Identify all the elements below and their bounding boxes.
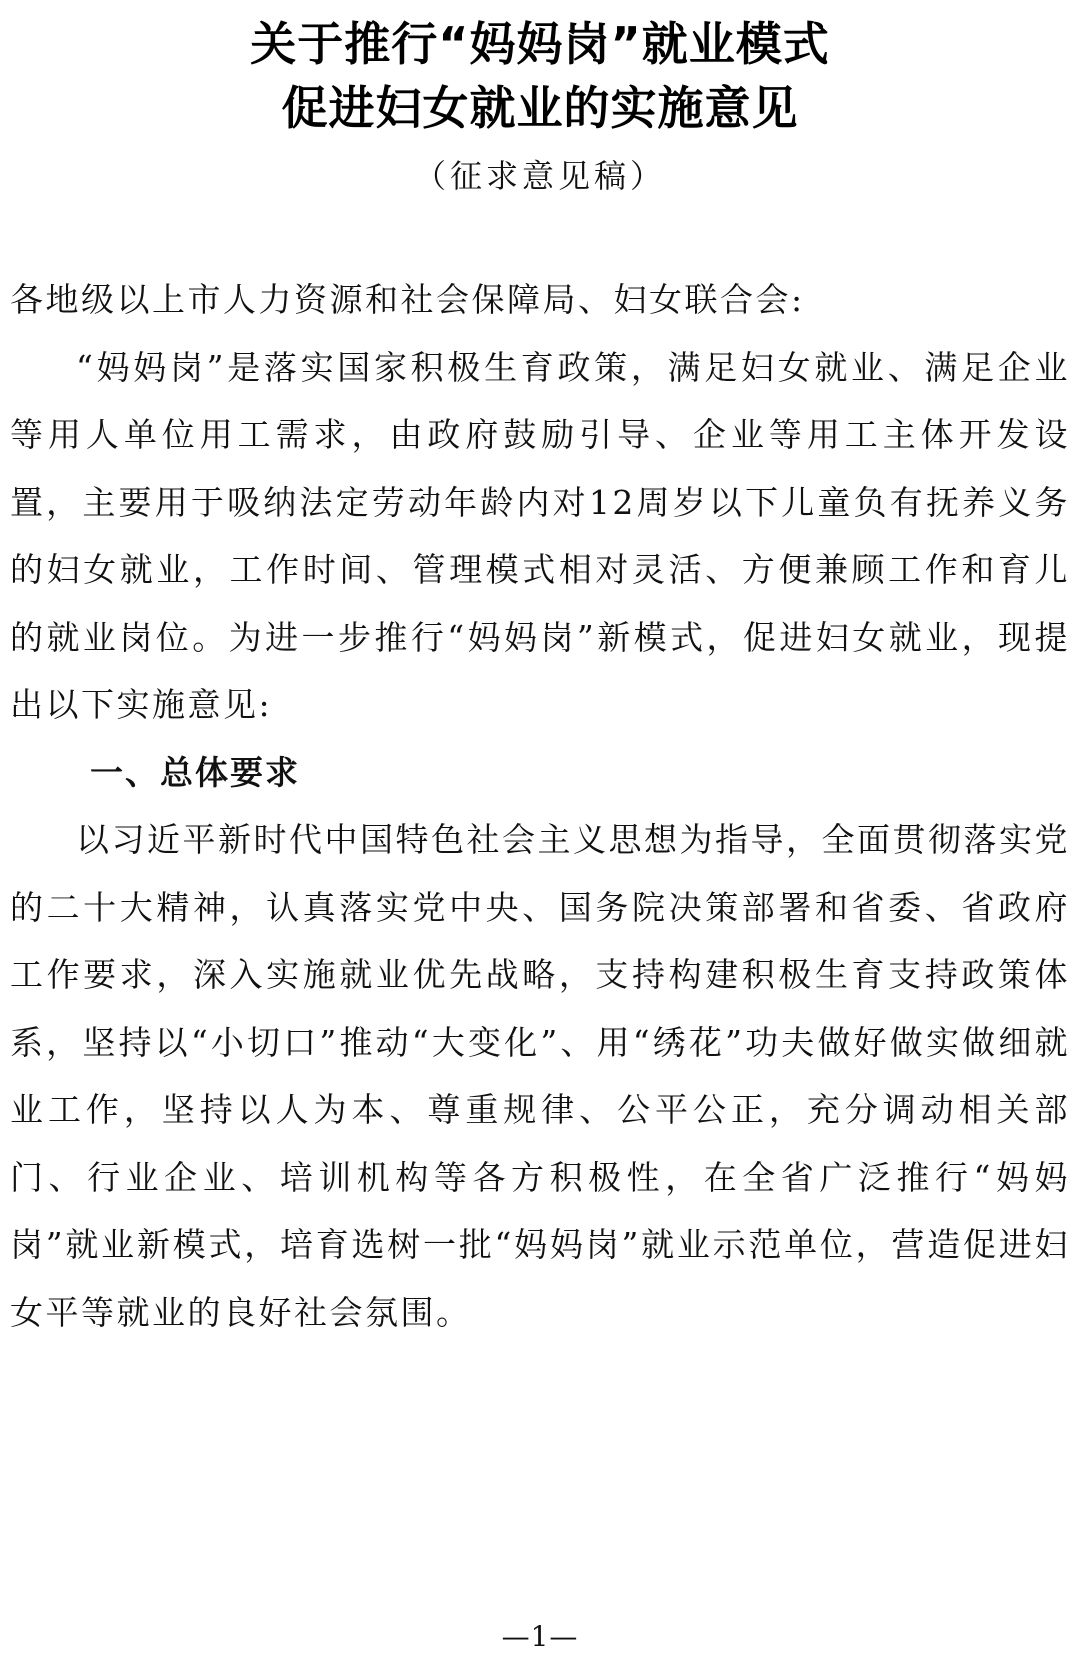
document-title-line-1: 关于推行“妈妈岗”就业模式 [250,17,830,71]
salutation: 各地级以上市人力资源和社会保障局、妇女联合会: [10,280,805,319]
document-body [10,266,1070,1346]
section-heading: 一、总体要求 [90,752,300,792]
document-subtitle: （征求意见稿） [413,157,666,195]
page-number: —1— [501,1620,579,1653]
document-title-line-2: 促进妇女就业的实施意见 [281,81,799,135]
intro-paragraph: “妈妈岗”是落实国家积极生育政策，满足妇女就业、满足企业等用人单位用工需求，由政府鼓励引导、企业等用工主体开发设置，主要用于吸纳法定劳动年龄内对12周岁以下儿童负有抚养义务的妇女就业，工作时间、管理模式相对灵活、方便兼顾工作和育儿的就业岗位。为进一步推行“妈妈岗”新模式，促进妇女就业，现提出以下实施意见: [10,347,1070,724]
title-block [0,12,1080,198]
section-paragraph: 以习近平新时代中国特色社会主义思想为指导，全面贯彻落实党的二十大精神，认真落实党中央、国务院决策部署和省委、省政府工作要求，深入实施就业优先战略，支持构建积极生育支持政策体系，坚持以“小切口”推动“大变化”、用“绣花”功夫做好做实做细就业工作，坚持以人为本、尊重规律、公平公正，充分调动相关部门、行业企业、培训机构等各方积极性，在全省广泛推行“妈妈岗”就业新模式，培育选树一批“妈妈岗”就业示范单位，营造促进妇女平等就业的良好社会氛围。 [10,820,1070,1332]
